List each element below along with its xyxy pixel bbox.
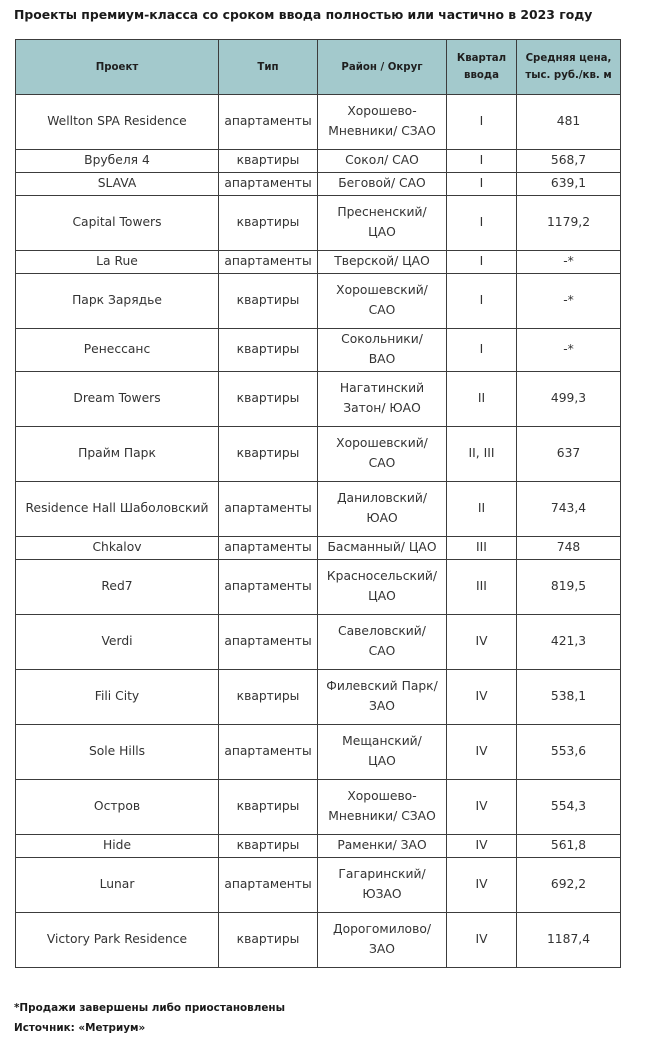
cell-type: апартаменты: [219, 725, 318, 780]
table-header: [16, 40, 621, 95]
cell-price: 1187,4: [517, 913, 621, 968]
cell-quarter: I: [447, 150, 517, 173]
cell-quarter: I: [447, 196, 517, 251]
header-district: [318, 40, 447, 95]
table-row: [16, 725, 621, 780]
table-row: [16, 427, 621, 482]
cell-quarter: II: [447, 372, 517, 427]
cell-price: 748: [517, 537, 621, 560]
cell-district-line1: Тверской/ ЦАО: [334, 254, 430, 268]
cell-district-line1: Сокол/ САО: [345, 153, 419, 167]
table-row: [16, 482, 621, 537]
cell-quarter: IV: [447, 835, 517, 858]
cell-district-line1: Раменки/ ЗАО: [337, 838, 427, 852]
cell-quarter: I: [447, 95, 517, 150]
cell-district-line2: САО: [368, 644, 396, 658]
cell-quarter: II: [447, 482, 517, 537]
header-type: Тип: [219, 40, 318, 95]
cell-district-line2: САО: [368, 456, 396, 470]
cell-district-line2: ЗАО: [369, 699, 395, 713]
cell-district: [318, 615, 447, 670]
cell-type: квартиры: [219, 913, 318, 968]
cell-project: Verdi: [16, 615, 219, 670]
cell-price: 553,6: [517, 725, 621, 780]
cell-project: Fili City: [16, 670, 219, 725]
cell-district-line2: ЮЗАО: [362, 887, 402, 901]
projects-table: [15, 39, 621, 968]
cell-price: 819,5: [517, 560, 621, 615]
cell-project: Прайм Парк: [16, 427, 219, 482]
cell-district-line1: Мещанский/: [342, 734, 422, 748]
cell-price: 1179,2: [517, 196, 621, 251]
cell-quarter: IV: [447, 780, 517, 835]
cell-quarter: III: [447, 537, 517, 560]
cell-project: Red7: [16, 560, 219, 615]
cell-quarter: IV: [447, 858, 517, 913]
header-district-line1: Район / Округ: [341, 61, 423, 73]
cell-project: Residence Hall Шаболовский: [16, 482, 219, 537]
cell-price: 561,8: [517, 835, 621, 858]
table-row: [16, 372, 621, 427]
cell-type: апартаменты: [219, 537, 318, 560]
header-price-line1: Средняя цена,: [525, 53, 612, 64]
table-row: [16, 537, 621, 560]
source-note: Источник: «Метриум»: [14, 1022, 146, 1034]
header-price: [517, 40, 621, 95]
cell-price: 692,2: [517, 858, 621, 913]
cell-district: [318, 372, 447, 427]
cell-district-line2: Затон/ ЮАО: [343, 401, 421, 415]
cell-district-line2: Мневники/ СЗАО: [328, 809, 436, 823]
table-row: [16, 835, 621, 858]
cell-project: SLAVA: [16, 173, 219, 196]
cell-quarter: IV: [447, 670, 517, 725]
cell-project: Dream Towers: [16, 372, 219, 427]
cell-project: La Rue: [16, 251, 219, 274]
cell-district: [318, 858, 447, 913]
cell-district-line1: Дорогомилово/: [332, 922, 431, 936]
cell-district: [318, 725, 447, 780]
cell-district: [318, 150, 447, 173]
cell-district: [318, 251, 447, 274]
cell-district-line1: Хорошевский/: [336, 283, 428, 297]
cell-district: [318, 274, 447, 329]
table-row: [16, 615, 621, 670]
table-row: [16, 150, 621, 173]
cell-district-line1: Гагаринский/: [338, 867, 426, 881]
table-row: [16, 274, 621, 329]
table-row: [16, 913, 621, 968]
cell-district: [318, 670, 447, 725]
header-quarter-line1: Квартал: [456, 53, 507, 64]
table-row: [16, 560, 621, 615]
cell-price: 421,3: [517, 615, 621, 670]
cell-district: [318, 482, 447, 537]
cell-price: 481: [517, 95, 621, 150]
cell-quarter: I: [447, 173, 517, 196]
cell-type: квартиры: [219, 372, 318, 427]
cell-district-line1: Пресненский/: [337, 205, 427, 219]
cell-district-line1: Хорошево-: [347, 104, 417, 118]
cell-district-line2: ЦАО: [368, 589, 396, 603]
cell-district-line1: Даниловский/: [336, 491, 428, 505]
cell-district: [318, 173, 447, 196]
cell-type: апартаменты: [219, 173, 318, 196]
cell-district-line2: ЗАО: [369, 942, 395, 956]
cell-price: 568,7: [517, 150, 621, 173]
table-row: [16, 251, 621, 274]
cell-quarter: I: [447, 274, 517, 329]
cell-district-line1: Савеловский/: [338, 624, 426, 638]
cell-type: квартиры: [219, 835, 318, 858]
cell-district-line2: САО: [368, 303, 396, 317]
cell-price: -*: [517, 274, 621, 329]
cell-district: [318, 95, 447, 150]
cell-type: апартаменты: [219, 858, 318, 913]
cell-price: -*: [517, 329, 621, 372]
cell-type: апартаменты: [219, 251, 318, 274]
cell-district-line1: Сокольники/: [341, 332, 423, 346]
cell-quarter: II, III: [447, 427, 517, 482]
page-title: Проекты премиум-класса со сроком ввода полностью или частично в 2023 году: [14, 7, 593, 22]
cell-district-line2: ЦАО: [368, 225, 396, 239]
cell-type: квартиры: [219, 150, 318, 173]
header-price-line2: тыс. руб./кв. м: [525, 70, 612, 81]
cell-quarter: IV: [447, 725, 517, 780]
cell-project: Lunar: [16, 858, 219, 913]
cell-district: [318, 329, 447, 372]
cell-price: -*: [517, 251, 621, 274]
cell-type: апартаменты: [219, 560, 318, 615]
cell-price: 499,3: [517, 372, 621, 427]
cell-price: 554,3: [517, 780, 621, 835]
cell-quarter: I: [447, 329, 517, 372]
cell-type: квартиры: [219, 780, 318, 835]
cell-district-line2: ЦАО: [368, 754, 396, 768]
cell-price: 743,4: [517, 482, 621, 537]
cell-type: квартиры: [219, 670, 318, 725]
cell-district: [318, 427, 447, 482]
table-row: [16, 858, 621, 913]
header-quarter-line2: ввода: [464, 70, 499, 81]
header-project: Проект: [16, 40, 219, 95]
cell-district-line1: Хорошево-: [347, 789, 417, 803]
cell-project: Chkalov: [16, 537, 219, 560]
cell-district-line2: ВАО: [368, 352, 396, 366]
header-quarter: [447, 40, 517, 95]
cell-project: Парк Зарядье: [16, 274, 219, 329]
cell-project: Hide: [16, 835, 219, 858]
cell-price: 639,1: [517, 173, 621, 196]
cell-district-line1: Басманный/ ЦАО: [327, 540, 437, 554]
cell-district-line2: Мневники/ СЗАО: [328, 124, 436, 138]
cell-district: [318, 835, 447, 858]
cell-district-line1: Беговой/ САО: [338, 176, 426, 190]
table-row: [16, 196, 621, 251]
cell-type: апартаменты: [219, 95, 318, 150]
cell-district: [318, 537, 447, 560]
cell-type: квартиры: [219, 274, 318, 329]
header-row: [16, 40, 621, 95]
cell-district-line1: Хорошевский/: [336, 436, 428, 450]
cell-type: апартаменты: [219, 615, 318, 670]
cell-type: квартиры: [219, 329, 318, 372]
cell-district: [318, 913, 447, 968]
cell-quarter: IV: [447, 913, 517, 968]
table-row: [16, 670, 621, 725]
table-body: [16, 95, 621, 968]
cell-district: [318, 560, 447, 615]
table-row: [16, 173, 621, 196]
cell-price: 538,1: [517, 670, 621, 725]
cell-price: 637: [517, 427, 621, 482]
cell-project: Ренессанс: [16, 329, 219, 372]
cell-project: Victory Park Residence: [16, 913, 219, 968]
cell-quarter: IV: [447, 615, 517, 670]
footnote: *Продажи завершены либо приостановлены: [14, 1002, 285, 1014]
cell-project: Остров: [16, 780, 219, 835]
cell-project: Capital Towers: [16, 196, 219, 251]
cell-district-line1: Филевский Парк/: [326, 679, 438, 693]
cell-type: квартиры: [219, 196, 318, 251]
cell-district: [318, 196, 447, 251]
cell-type: апартаменты: [219, 482, 318, 537]
table-row: [16, 329, 621, 372]
table-row: [16, 95, 621, 150]
cell-district-line2: ЮАО: [366, 511, 398, 525]
cell-district-line1: Красносельский/: [326, 569, 438, 583]
cell-project: Wellton SPA Residence: [16, 95, 219, 150]
cell-project: Sole Hills: [16, 725, 219, 780]
cell-district-line1: Нагатинский: [339, 381, 425, 395]
cell-quarter: III: [447, 560, 517, 615]
table-row: [16, 780, 621, 835]
cell-type: квартиры: [219, 427, 318, 482]
cell-district: [318, 780, 447, 835]
cell-quarter: I: [447, 251, 517, 274]
cell-project: Врубеля 4: [16, 150, 219, 173]
